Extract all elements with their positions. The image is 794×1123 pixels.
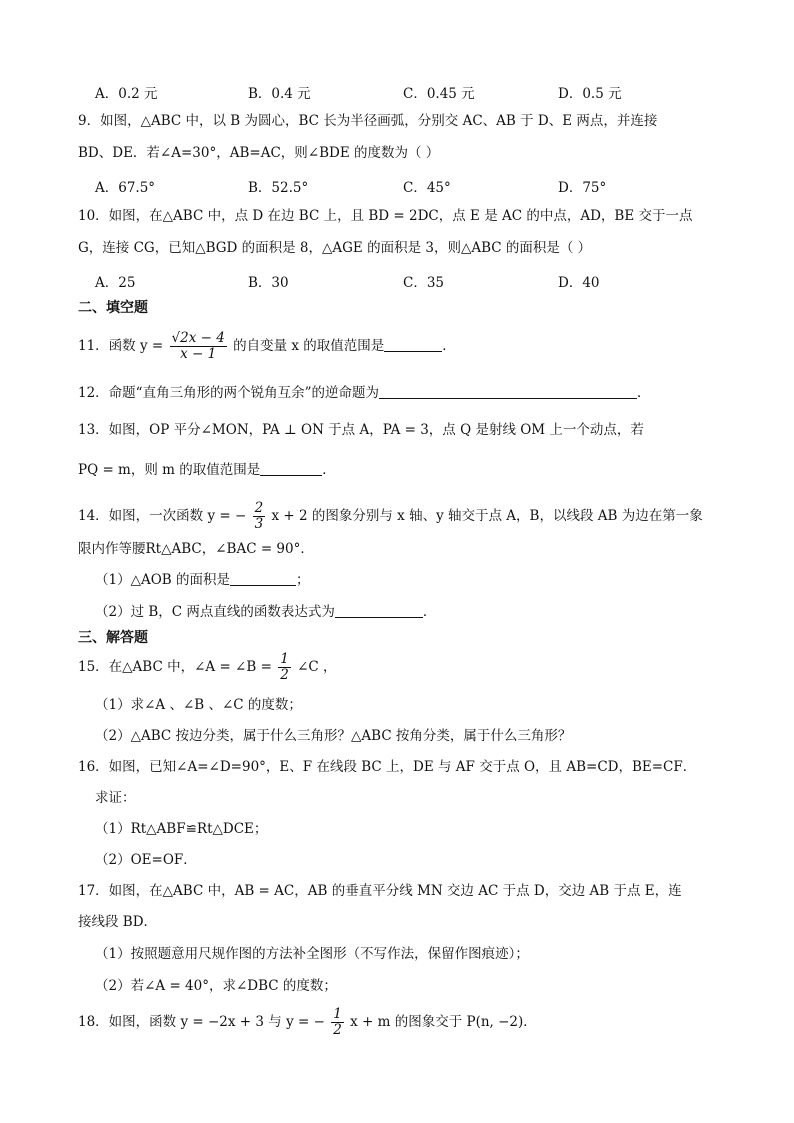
q8-option-d: D．0.5 元	[558, 86, 622, 102]
q15-post: ∠C ，	[297, 659, 337, 675]
q15-pre: 15．在△ABC 中，∠A = ∠B =	[78, 659, 272, 675]
q11-denominator: x − 1	[180, 346, 217, 362]
q9-option-a: A．67.5°	[95, 180, 156, 196]
q14-line2: 限内作等腰Rt△ABC，∠BAC = 90°．	[78, 541, 314, 557]
q12	[78, 382, 650, 404]
q9-option-c: C．45°	[403, 180, 451, 196]
q15-sub1: （1）求∠A 、∠B 、∠C 的度数；	[95, 697, 302, 713]
q13-end: ．	[322, 462, 336, 478]
q14-numerator: 2	[254, 500, 264, 516]
q11-fraction	[170, 331, 227, 362]
q11-end: ．	[442, 338, 456, 354]
q18-line1	[78, 1004, 537, 1040]
q10-line1: 10．如图，在△ABC 中，点 D 在边 BC 上，且 BD = 2DC，点 E 是 AC 的中点，AD，BE 交于一点	[78, 208, 693, 224]
q18-denominator: 2	[333, 1022, 342, 1038]
q9-line2: BD、DE．若∠A=30°，AB=AC，则∠BDE 的度数为（ ）	[78, 145, 440, 161]
q16-sub2: （2）OE=OF．	[95, 852, 197, 868]
q10-option-c: C．35	[403, 275, 445, 291]
q18-pre: 18．如图，函数 y = −2x + 3 与 y = −	[78, 1014, 325, 1030]
q11-pre: 11．函数 y =	[78, 338, 164, 354]
q14-denominator: 3	[254, 516, 264, 532]
q9-line1: 9．如图，△ABC 中，以 B 为圆心，BC 长为半径画弧，分别交 AC、AB 于 D、E 两点，并连接	[78, 113, 658, 129]
q17-sub1: （1）按照题意用尺规作图的方法补全图形（不写作法，保留作图痕迹）；	[95, 946, 529, 962]
q17-line1: 17．如图，在△ABC 中，AB = AC，AB 的垂直平分线 MN 交边 AC 于点 D，交边 AB 于点 E，连	[78, 883, 682, 899]
q8-option-a: A．0.2 元	[95, 86, 158, 102]
q12-end: ．	[636, 385, 651, 401]
q9-option-b: B．52.5°	[248, 180, 309, 196]
q14-post: x + 2 的图象分别与 x 轴、y 轴交于点 A，B，以线段 AB 为边在第一象	[271, 508, 703, 524]
q12-text: 12．命题“直角三角形的两个锐角互余”的逆命题为	[78, 385, 379, 401]
q12-answer-blank[interactable]	[379, 384, 637, 399]
q14-sub2-end: ．	[422, 604, 437, 620]
section-fill-blank-heading: 二、填空题	[78, 300, 148, 316]
q14-fraction	[253, 501, 266, 532]
q18-numerator: 1	[333, 1006, 342, 1022]
q14-line1	[78, 498, 703, 534]
q14-sub1-text: （1）△AOB 的面积是	[95, 572, 230, 588]
q10-option-d: D．40	[558, 275, 600, 291]
q14-sub2-text: （2）过 B，C 两点直线的函数表达式为	[95, 604, 335, 620]
q11	[78, 328, 456, 364]
q18-fraction	[331, 1007, 344, 1038]
q13-answer-blank[interactable]	[260, 461, 322, 476]
q13-line2-wrap	[78, 459, 336, 481]
q14-sub1	[95, 569, 310, 591]
q14-pre: 14．如图，一次函数 y = −	[78, 508, 247, 524]
q16-line1: 16．如图，已知∠A=∠D=90°，E、F 在线段 BC 上，DE 与 AF 交于点 O，且 AB=CD，BE=CF．	[78, 759, 697, 775]
q14-sub1-answer-blank[interactable]	[230, 571, 296, 586]
q14-sub2-answer-blank[interactable]	[335, 603, 423, 618]
q9-option-d: D．75°	[558, 180, 607, 196]
q15-denominator: 2	[280, 667, 289, 683]
q10-line2: G，连接 CG，已知△BGD 的面积是 8，△AGE 的面积是 3，则△ABC 的面积是（ ）	[78, 240, 592, 256]
q15-fraction	[278, 652, 291, 683]
q13-line2: PQ = m，则 m 的取值范围是	[78, 462, 261, 478]
q14-sub1-end: ；	[296, 572, 310, 588]
q8-option-b: B．0.4 元	[248, 86, 311, 102]
section-answer-heading: 三、解答题	[78, 630, 148, 646]
q11-post: 的自变量 x 的取值范围是	[233, 338, 385, 354]
q15-sub2: （2）△ABC 按边分类，属于什么三角形？△ABC 按角分类，属于什么三角形？	[95, 728, 572, 744]
q18-post: x + m 的图象交于 P(n, −2)．	[350, 1014, 537, 1030]
q15-line1	[78, 649, 337, 685]
q14-sub2	[95, 601, 436, 623]
q16-sub1: （1）Rt△ABF≌Rt△DCE；	[95, 821, 268, 837]
q15-numerator: 1	[280, 651, 289, 667]
q11-answer-blank[interactable]	[384, 337, 442, 352]
q16-line2: 求证：	[95, 790, 136, 806]
q13-line1: 13．如图，OP 平分∠MON，PA ⊥ ON 于点 A，PA = 3，点 Q 是射线 OM 上一个动点，若	[78, 422, 644, 438]
q8-option-c: C．0.45 元	[403, 86, 475, 102]
q10-option-a: A．25	[95, 275, 136, 291]
q11-numerator: √2x − 4	[171, 330, 225, 346]
q17-line2: 接线段 BD．	[78, 914, 158, 930]
q10-option-b: B．30	[248, 275, 289, 291]
q17-sub2: （2）若∠A = 40°，求∠DBC 的度数；	[95, 978, 337, 994]
